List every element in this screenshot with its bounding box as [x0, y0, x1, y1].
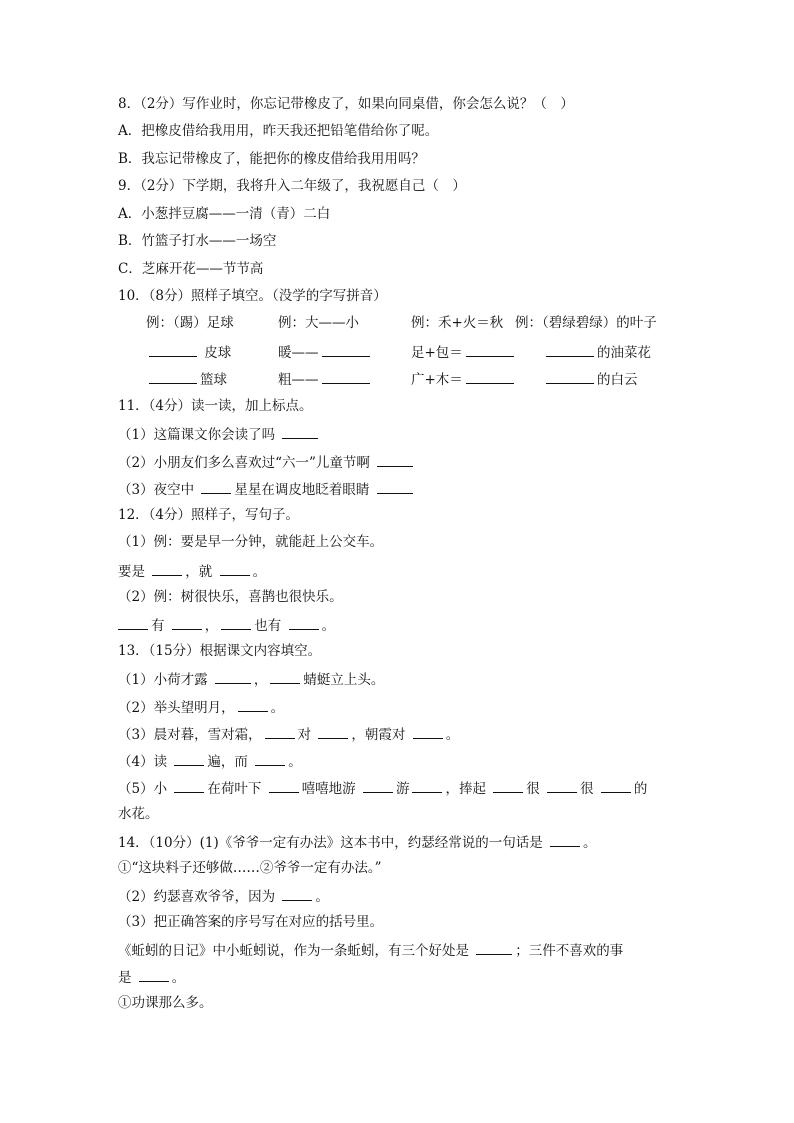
q12-example-1: （1）例：要是早一分钟，就能赶上公交车。: [118, 534, 384, 550]
q10-row2-col3-text: 广+木＝: [411, 372, 463, 388]
q13-1-text-b: ，: [253, 672, 268, 688]
q13-1-text-a: （1）小荷才露: [118, 672, 208, 688]
q13-5-text-c: 嘻嘻地游: [301, 781, 356, 797]
answer-blank[interactable]: [282, 886, 312, 901]
answer-blank[interactable]: [322, 369, 370, 384]
q9-stem: 9．（2分）下学期，我将升入二年级了，我祝愿自己（ ）: [118, 178, 466, 194]
q10-row1-col4-text: 的油菜花: [597, 345, 651, 361]
answer-blank[interactable]: [377, 452, 413, 467]
answer-blank[interactable]: [546, 342, 594, 357]
q14-4-text-c: 是: [118, 970, 132, 986]
answer-blank[interactable]: [282, 424, 318, 439]
q13-5-text-f: 很: [526, 781, 540, 797]
answer-blank[interactable]: [152, 561, 182, 576]
answer-blank[interactable]: [139, 967, 169, 982]
q14-item-2: [118, 886, 329, 906]
q12-answer-1: [118, 561, 266, 581]
answer-blank[interactable]: [270, 669, 300, 684]
q14-item-5: ①功课那么多。: [118, 995, 213, 1011]
q8-stem: 8．（2分）写作业时，你忘记带橡皮了，如果向同桌借，你会怎么说？（ ）: [118, 96, 574, 112]
answer-blank[interactable]: [550, 832, 580, 847]
q11-sentence-3: [118, 479, 416, 499]
q14-2-text-a: （2）约瑟喜欢爷爷，因为: [118, 889, 276, 905]
q12-example-2: （2）例：树很快乐，喜鹊也很快乐。: [118, 589, 343, 605]
q10-row2-col1: [146, 369, 227, 389]
q10-row2-col1-text: 篮球: [200, 372, 227, 388]
q13-5-text-a: （5）小: [118, 781, 168, 797]
q11-sentence-1: [118, 424, 321, 444]
q14-options: ①“这块料子还够做……②爷爷一定有办法。”: [118, 860, 382, 876]
q13-1-text-c: 蜻蜓立上头。: [303, 672, 385, 688]
answer-blank[interactable]: [466, 369, 514, 384]
q10-row1-col4: [543, 342, 651, 362]
q9-option-a: A．小葱拌豆腐——一清（青）二白: [118, 206, 331, 222]
answer-blank[interactable]: [221, 615, 251, 630]
q13-item-3: [118, 724, 459, 744]
q8-option-b: B．我忘记带橡皮了，能把你的橡皮借给我用用吗？: [118, 151, 425, 167]
q13-5-text-e: ，捧起: [445, 781, 486, 797]
q10-row1-col3-text: 足+包＝: [411, 345, 463, 361]
q13-item-4: [118, 751, 302, 771]
answer-blank[interactable]: [547, 778, 577, 793]
q13-stem: 13．（15分）根据课文内容填空。: [118, 643, 322, 659]
q10-row2-col2: [278, 369, 373, 389]
answer-blank[interactable]: [255, 751, 285, 766]
q13-item-5-cont: 水花。: [118, 806, 159, 822]
q11-s3-text-b: 星星在调皮地眨着眼睛: [234, 482, 370, 498]
q10-example-3: 例：禾+火＝秋: [411, 315, 504, 331]
q10-row2-col4: [543, 369, 638, 389]
q11-s2-text: （2）小朋友们多么喜欢过“六一”儿童节啊: [118, 455, 370, 471]
q10-row1-col1: [146, 342, 231, 362]
q14-item-4: [118, 940, 623, 960]
q12-a1-text-b: ，就: [185, 564, 213, 580]
q11-stem: 11．（4分）读一读，加上标点。: [118, 398, 313, 414]
q10-example-2: 例：大——小: [278, 315, 359, 331]
q13-2-text-a: （2）举头望明月，: [118, 700, 235, 716]
answer-blank[interactable]: [265, 724, 295, 739]
answer-blank[interactable]: [476, 940, 512, 955]
answer-blank[interactable]: [172, 615, 202, 630]
answer-blank[interactable]: [118, 615, 148, 630]
q9-option-b: B．竹篮子打水——一场空: [118, 233, 277, 249]
q13-3-text-c: ，朝霞对: [351, 727, 406, 743]
q13-4-text-b: 遍，而: [207, 754, 248, 770]
q14-stem-text: 14．（10分）(1)《爷爷一定有办法》这本书中，约瑟经常说的一句话是: [118, 835, 543, 851]
answer-blank[interactable]: [363, 778, 393, 793]
answer-blank[interactable]: [238, 697, 268, 712]
q10-row2-col4-text: 的白云: [597, 372, 638, 388]
q11-s3-text-a: （3）夜空中: [118, 482, 195, 498]
q12-answer-2: [118, 615, 335, 635]
q13-3-text-d: 。: [445, 727, 460, 743]
q14-item-4-cont: [118, 967, 185, 987]
answer-blank[interactable]: [201, 479, 231, 494]
q10-row2-col2-text: 粗——: [278, 372, 319, 388]
q9-option-c: C．芝麻开花——节节高: [118, 261, 264, 277]
answer-blank[interactable]: [149, 342, 197, 357]
answer-blank[interactable]: [149, 369, 197, 384]
q14-2-text-b: 。: [315, 889, 329, 905]
q13-2-text-b: 。: [270, 700, 285, 716]
q14-4-text-b: ；三件不喜欢的事: [515, 943, 624, 959]
answer-blank[interactable]: [546, 369, 594, 384]
answer-blank[interactable]: [322, 342, 370, 357]
answer-blank[interactable]: [413, 724, 443, 739]
q10-example-1: 例：（踢）足球: [146, 315, 234, 331]
q10-row1-col1-text: 皮球: [204, 345, 232, 361]
answer-blank[interactable]: [220, 561, 250, 576]
answer-blank[interactable]: [289, 615, 319, 630]
q14-stem-end: 。: [583, 835, 597, 851]
q13-5-text-g: 很: [580, 781, 594, 797]
q10-stem: 10．（8分）照样子填空。（没学的字写拼音）: [118, 288, 387, 304]
q13-4-text-a: （4）读: [118, 754, 168, 770]
q10-row1-col3: [411, 342, 517, 362]
q12-a1-text-c: 。: [252, 564, 267, 580]
q13-5-text-d: 游: [395, 781, 410, 797]
answer-blank[interactable]: [174, 751, 204, 766]
q10-example-4: 例：（碧绿碧绿）的叶子: [515, 315, 657, 331]
q12-a2-text-b: ，: [204, 618, 219, 634]
answer-blank[interactable]: [493, 778, 523, 793]
answer-blank[interactable]: [412, 778, 442, 793]
q10-row1-col2: [278, 342, 373, 362]
answer-blank[interactable]: [601, 778, 631, 793]
q12-stem: 12．（4分）照样子，写句子。: [118, 507, 300, 523]
q11-sentence-2: [118, 452, 416, 472]
q13-5-text-b: 在荷叶下: [207, 781, 262, 797]
q13-4-text-c: 。: [288, 754, 302, 770]
q10-row2-col3: [411, 369, 517, 389]
q13-item-1: [118, 669, 384, 689]
q13-3-text-b: 对: [297, 727, 312, 743]
q13-item-2: [118, 697, 284, 717]
q13-item-5: [118, 778, 647, 798]
q11-s1-text: （1）这篇课文你会读了吗: [118, 427, 276, 443]
answer-blank[interactable]: [377, 479, 413, 494]
q14-4-text-a: 《蚯蚓的日记》中小蚯蚓说，作为一条蚯蚓，有三个好处是: [118, 943, 469, 959]
answer-blank[interactable]: [318, 724, 348, 739]
q12-a2-text-a: 有: [151, 618, 165, 634]
q10-row1-col2-text: 暖——: [278, 345, 319, 361]
answer-blank[interactable]: [466, 342, 514, 357]
q12-a2-text-c: 也有: [254, 618, 282, 634]
answer-blank[interactable]: [215, 669, 251, 684]
q14-item-3: （3）把正确答案的序号写在对应的括号里。: [118, 914, 384, 930]
q8-option-a: A．把橡皮借给我用用，昨天我还把铅笔借给你了呢。: [118, 123, 439, 139]
q14-4-text-d: 。: [171, 970, 186, 986]
q13-5-text-h: 的: [633, 781, 648, 797]
answer-blank[interactable]: [269, 778, 299, 793]
q13-3-text-a: （3）晨对暮，雪对霜，: [118, 727, 262, 743]
q12-a1-text-a: 要是: [118, 564, 145, 580]
q12-a2-text-d: 。: [321, 618, 336, 634]
q14-stem: [118, 832, 597, 852]
answer-blank[interactable]: [174, 778, 204, 793]
